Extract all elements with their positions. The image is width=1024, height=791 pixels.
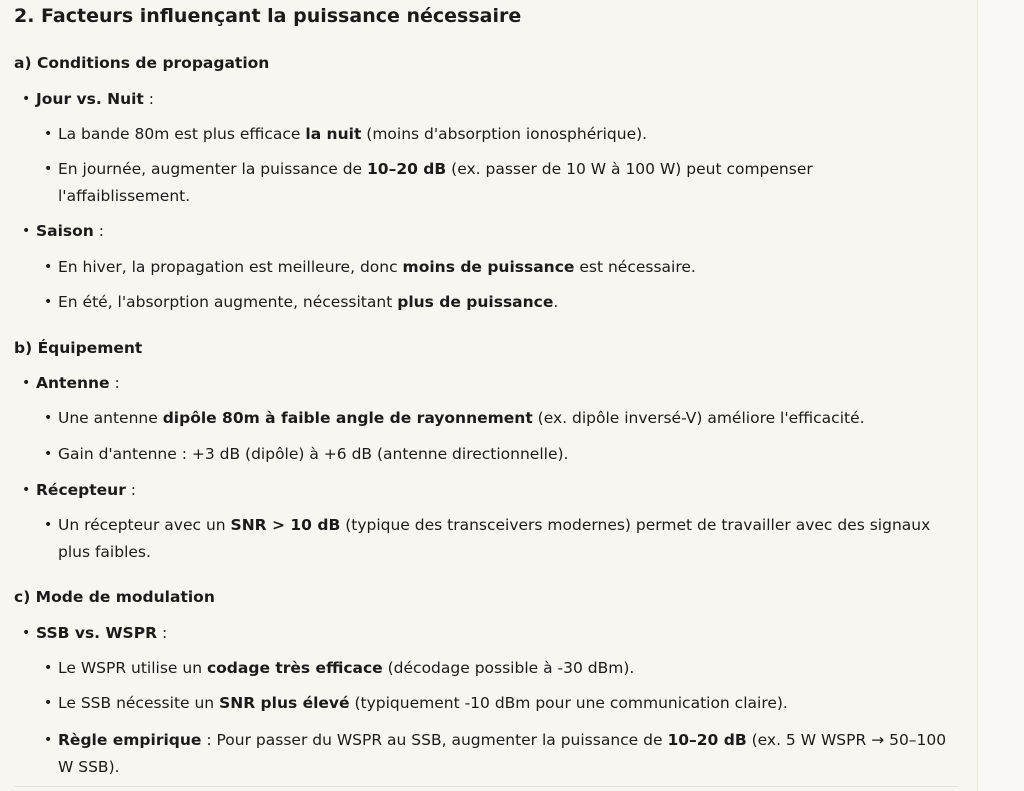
bullet-icon: • xyxy=(22,91,31,107)
bullet-icon: • xyxy=(22,482,31,498)
bold-text: SNR plus élevé xyxy=(219,694,350,712)
text: (ex. passer de 10 W à 100 W) peut compenser xyxy=(446,160,813,178)
list-item-antenne xyxy=(22,370,120,397)
list-item xyxy=(44,289,559,316)
bullet-icon: • xyxy=(22,375,31,391)
bottom-divider xyxy=(14,786,958,787)
bullet-icon: • xyxy=(44,446,53,462)
text: : Pour passer du WSPR au SSB, augmenter la puissance de xyxy=(201,731,668,749)
text: (ex. dipôle inversé-V) améliore l'efficacité. xyxy=(532,409,865,427)
list-item-separator: : xyxy=(109,374,120,392)
text: (typique des transceivers modernes) permet de travailler avec des signaux xyxy=(340,516,931,534)
text: W SSB). xyxy=(58,758,120,776)
bullet-icon: • xyxy=(44,517,53,533)
text: En journée, augmenter la puissance de xyxy=(58,160,368,178)
list-item xyxy=(44,121,648,148)
list-item xyxy=(44,727,947,781)
list-item-separator: : xyxy=(93,222,105,240)
bullet-icon: • xyxy=(44,259,53,275)
subsection-title-modulation: c) Mode de modulation xyxy=(14,588,215,606)
subsection-title-equipement: b) Équipement xyxy=(14,339,143,357)
list-item-label: Saison xyxy=(36,222,94,240)
list-item-separator: : xyxy=(143,90,154,108)
text: Une antenne xyxy=(58,409,163,427)
bullet-icon: • xyxy=(44,660,53,676)
bold-text: SNR > 10 dB xyxy=(230,516,341,534)
list-item-ssb-wspr xyxy=(22,620,168,647)
list-item xyxy=(44,156,813,210)
bold-text: Règle empirique xyxy=(58,731,202,749)
text: La bande 80m est plus efficace xyxy=(58,125,306,143)
text: (ex. 5 W WSPR → 50–100 xyxy=(746,731,947,749)
text: (décodage possible à -30 dBm). xyxy=(382,659,635,677)
section-heading: 2. Facteurs influençant la puissance nécessaire xyxy=(14,5,522,27)
list-item-label: Récepteur xyxy=(36,481,126,499)
list-item xyxy=(44,254,696,281)
bold-text: dipôle 80m à faible angle de rayonnement xyxy=(162,409,533,427)
bold-text: 10–20 dB xyxy=(367,160,447,178)
bullet-icon: • xyxy=(44,410,53,426)
list-item xyxy=(44,690,788,717)
list-item-jour-nuit xyxy=(22,86,154,113)
text: (moins d'absorption ionosphérique). xyxy=(361,125,648,143)
text: En été, l'absorption augmente, nécessitant xyxy=(58,293,398,311)
list-item-recepteur xyxy=(22,477,137,504)
text: En hiver, la propagation est meilleure, donc xyxy=(58,258,403,276)
text: . xyxy=(553,293,559,311)
bullet-icon: • xyxy=(44,126,53,142)
bold-text: codage très efficace xyxy=(206,659,383,677)
bold-text: plus de puissance xyxy=(397,293,554,311)
text: Gain d'antenne : +3 dB (dipôle) à +6 dB (antenne directionnelle). xyxy=(58,445,569,463)
list-item-label: Jour vs. Nuit xyxy=(36,90,144,108)
subsection-title-propagation: a) Conditions de propagation xyxy=(14,54,270,72)
text: est nécessaire. xyxy=(574,258,696,276)
bullet-icon: • xyxy=(44,161,53,177)
list-item xyxy=(44,441,569,468)
text: plus faibles. xyxy=(58,543,151,561)
bullet-icon: • xyxy=(44,695,53,711)
bold-text: 10–20 dB xyxy=(667,731,747,749)
bold-text: moins de puissance xyxy=(402,258,575,276)
text: Le WSPR utilise un xyxy=(58,659,207,677)
list-item-label: SSB vs. WSPR xyxy=(36,624,158,642)
list-item xyxy=(44,655,635,682)
text: Le SSB nécessite un xyxy=(58,694,220,712)
text: l'affaiblissement. xyxy=(58,187,191,205)
scrollbar-gutter[interactable] xyxy=(977,0,1024,791)
list-item-separator: : xyxy=(157,624,168,642)
list-item-label: Antenne xyxy=(36,374,110,392)
text: (typiquement -10 dBm pour une communication claire). xyxy=(349,694,788,712)
list-item xyxy=(44,405,865,432)
list-item-saison xyxy=(22,218,105,245)
list-item xyxy=(44,512,931,566)
bullet-icon: • xyxy=(22,625,31,641)
bold-text: la nuit xyxy=(305,125,362,143)
bullet-icon: • xyxy=(22,223,31,239)
text: Un récepteur avec un xyxy=(58,516,231,534)
bullet-icon: • xyxy=(44,732,53,748)
bullet-icon: • xyxy=(44,294,53,310)
list-item-separator: : xyxy=(125,481,137,499)
